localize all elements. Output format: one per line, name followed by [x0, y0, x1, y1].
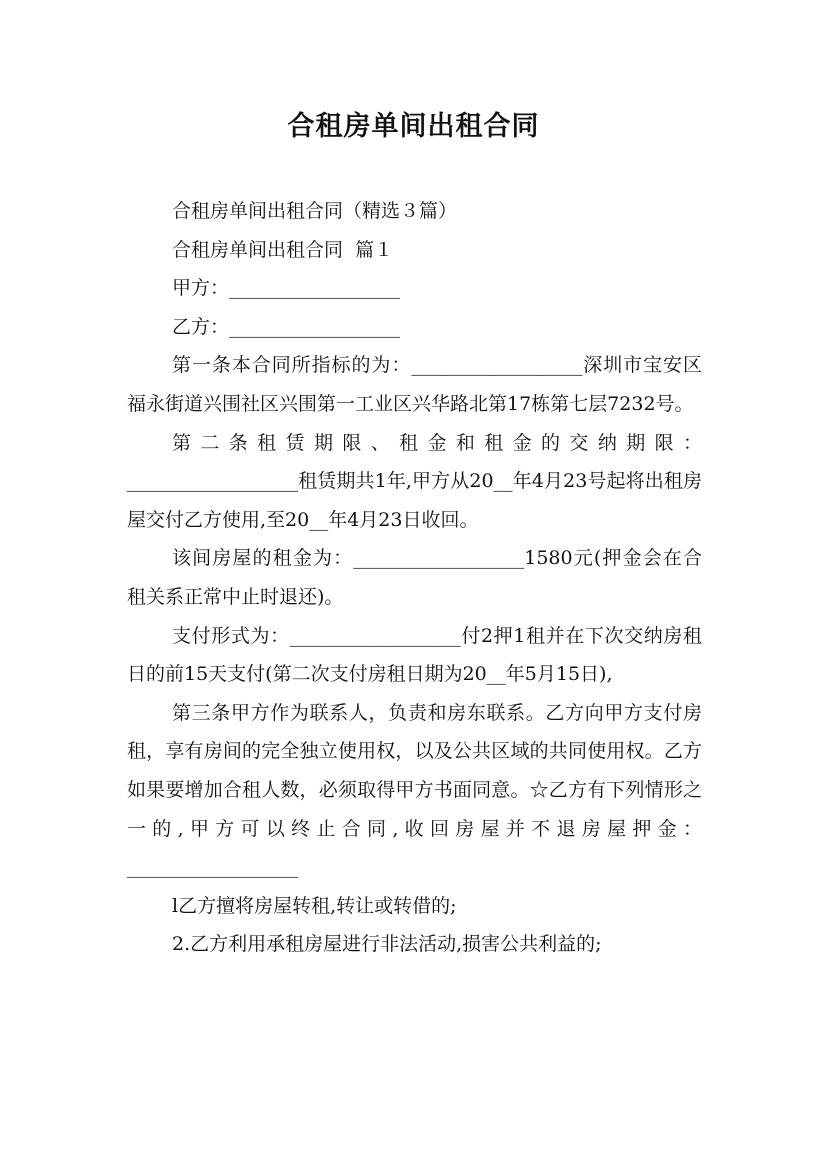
article-2-heading: 第二条租赁期限、租金和租金的交纳期限： — [172, 431, 702, 454]
article-2-body: __________________租赁期共1年,甲方从20__年4月23号起将出租房屋交付乙方使用,至20__年4月23日收回。 — [127, 470, 702, 531]
document-subtitle: 合租房单间出租合同（精选３篇） — [172, 200, 458, 222]
article-1: 第一条本合同所指标的为：__________________深圳市宝安区福永街道兴围社区兴围第一工业区兴华路北第17栋第七层7232号。 — [127, 354, 702, 415]
document-body — [127, 192, 702, 964]
article-3: 第三条甲方作为联系人，负责和房东联系。乙方向甲方支付房租，享有房间的完全独立使用权，以及公共区域的共同使用权。乙方如果要增加合租人数，必须取得甲方书面同意。☆乙方有下列情形之一的,甲方可以终止合同,收回房屋并不退房屋押金：__________________ — [127, 701, 702, 879]
list-item-1: l乙方擅将房屋转租,转让或转借的; — [172, 894, 457, 917]
payment-paragraph: 支付形式为：__________________付2押1租并在下次交纳房租日的前15天支付(第二次支付房租日期为20__年5月15日), — [127, 624, 702, 686]
rent-paragraph: 该间房屋的租金为：__________________1580元(押金会在合租关系正常中止时退还)。 — [127, 547, 702, 608]
party-a-line: 甲方：__________________ — [172, 277, 401, 300]
document-title: 合租房单间出租合同 — [287, 111, 540, 142]
party-b-line: 乙方：__________________ — [172, 315, 401, 338]
section-heading: 合租房单间出租合同 篇１ — [172, 238, 394, 261]
list-item-2: 2.乙方利用承租房屋进行非法活动,损害公共利益的; — [172, 933, 602, 956]
